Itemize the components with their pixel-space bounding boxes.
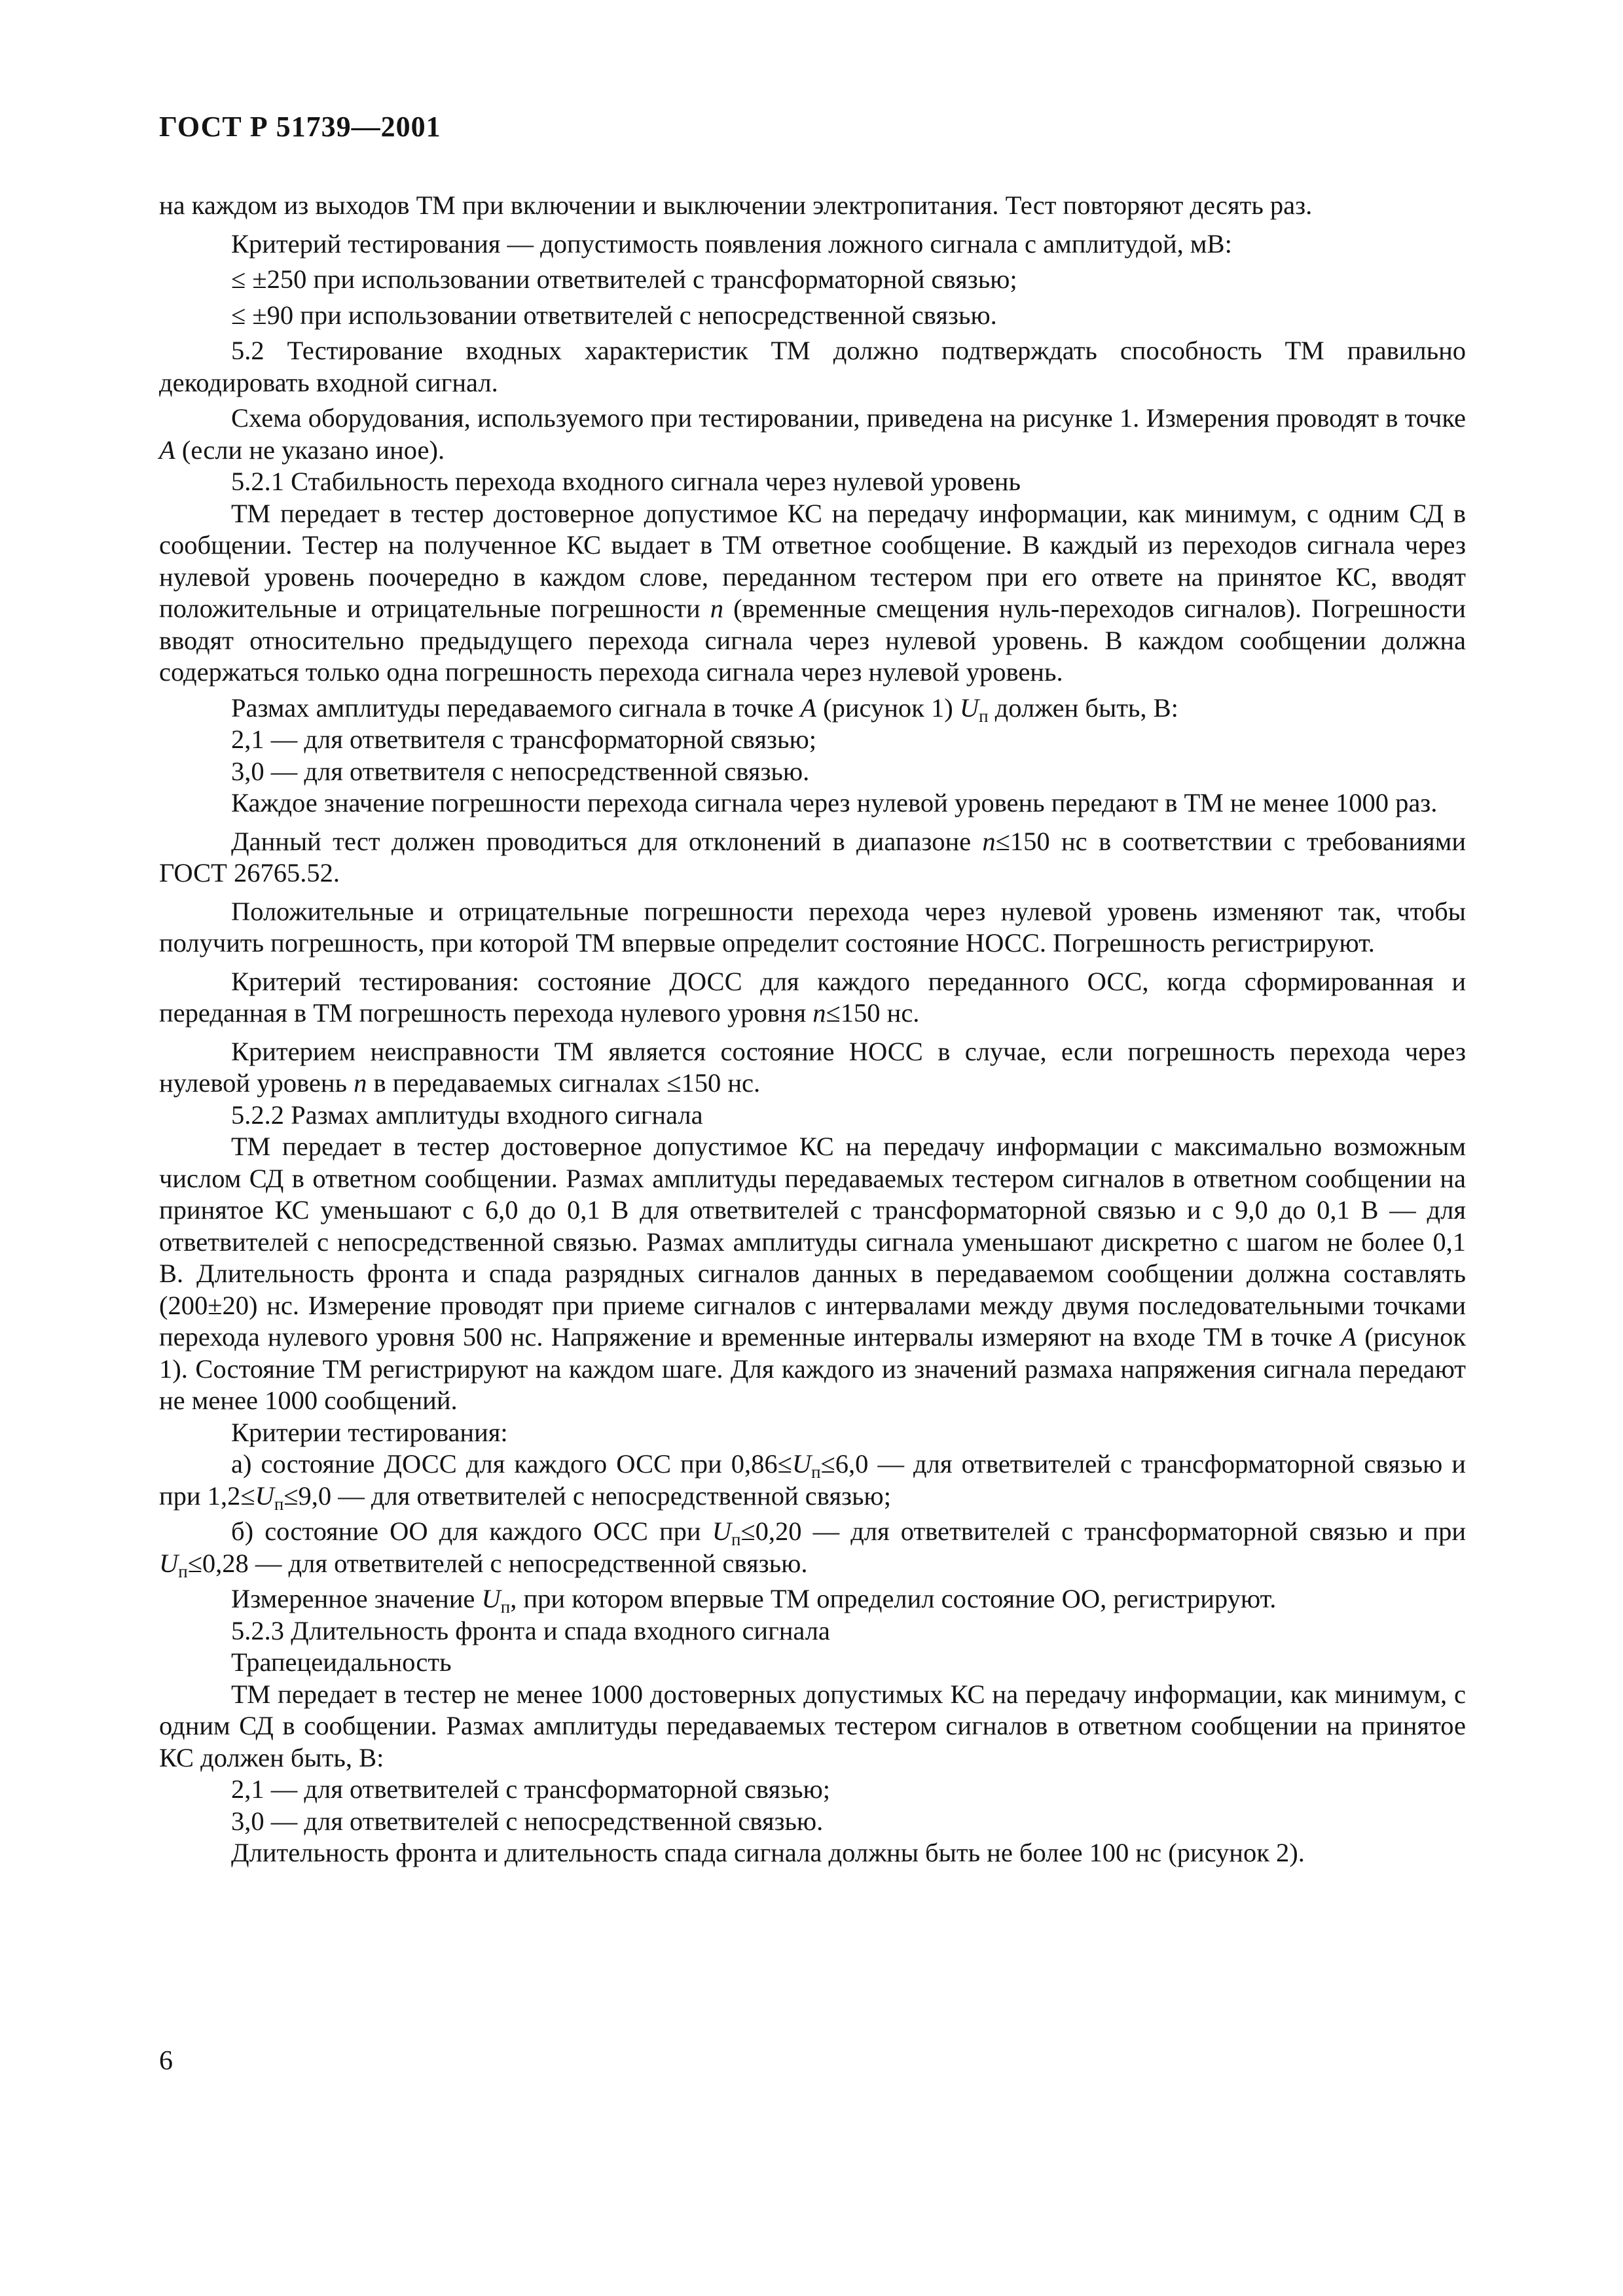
list-item: 2,1 — для ответвителя с трансформаторной связью; xyxy=(231,725,816,754)
list-item: ≤ ±90 при использовании ответвителей с непосредственной связью. xyxy=(231,300,997,330)
list-item: 3,0 — для ответвителей с непосредственной связью. xyxy=(231,1806,824,1836)
section-5-2-paragraph: 5.2 Тестирование входных характеристик ТМ должно подтверждать способность ТМ правильно декодировать входной сигнал. xyxy=(159,336,1466,397)
paragraph: Измеренное значение $U_п$, при котором впервые ТМ определил состояние ОО, регистрируют. xyxy=(231,1584,1277,1617)
section-5-2-2-heading: 5.2.2 Размах амплитуды входного сигнала xyxy=(231,1100,703,1130)
paragraph: ТМ передает в тестер достоверное допустимое КС на передачу информации с максимально возможным числом СД в ответном сообщении. Размах амплитуды передаваемых тестером сигналов в ответном сообщении на принятое КС уменьшают с 6,0 до 0,1 В для ответвителей с трансформаторной связью и с 9,0 до 0,1 В — для ответвителей с непосредственной связью. Размах амплитуды сигнала уменьшают дискретно с шагом не более 0,1 В. Длительность фронта и спада разрядных сигналов данных в передаваемом сообщении должна составлять (200±20) нс. Измерение проводят при приеме сигналов с интервалами между двумя последовательными точками перехода нулевого уровня 500 нс. Напряжение и временные интервалы измеряют на входе ТМ в точке А (рисунок 1). Состояние ТМ регистрируют на каждом шаге. Для каждого из значений размаха напряжения сигнала передают не менее 1000 сообщений. xyxy=(159,1132,1466,1415)
paragraph: ТМ передает в тестер достоверное допустимое КС на передачу информации, как минимум, с одним СД в сообщении. Тестер на полученное КС выдает в ТМ ответное сообщение. В каждый из переходов сигнала через нулевой уровень поочередно в каждом слове, переданном тестером при его ответе на принятое КС, вводят положительные и отрицательные погрешности n (временные смещения нуль-переходов сигналов). Погрешности вводят относительно предыдущего перехода сигнала через нулевой уровень. В каждом сообщении должна содержаться только одна погрешность перехода сигнала через нулевой уровень. xyxy=(159,498,1466,687)
paragraph: Критерий тестирования: состояние ДОСС для каждого переданного ОСС, когда сформированная и переданная в ТМ погрешность перехода нулевого уровня n≤150 нс. xyxy=(159,966,1466,1028)
paragraph: Длительность фронта и длительность спада сигнала должны быть не более 100 нс (рисунок 2). xyxy=(231,1838,1305,1867)
paragraph: на каждом из выходов ТМ при включении и выключении электропитания. Тест повторяют десять раз. xyxy=(159,190,1313,220)
list-item: 3,0 — для ответвителя с непосредственной связью. xyxy=(231,756,810,786)
subheading: Трапецеидальность xyxy=(231,1647,452,1677)
document-body xyxy=(159,190,1466,1869)
paragraph: Данный тест должен проводиться для отклонений в диапазоне n≤150 нс в соответствии с требованиями ГОСТ 26765.52. xyxy=(159,826,1466,888)
paragraph: Размах амплитуды передаваемого сигнала в точке А (рисунок 1) $U_п$ должен быть, В: xyxy=(231,692,1178,726)
section-5-2-3-heading: 5.2.3 Длительность фронта и спада входного сигнала xyxy=(231,1615,830,1645)
list-item: ≤ ±250 при использовании ответвителей с трансформаторной связью; xyxy=(231,264,1017,294)
paragraph: Критерий тестирования — допустимость появления ложного сигнала с амплитудой, мВ: xyxy=(231,228,1232,259)
page-number: 6 xyxy=(159,2046,173,2076)
paragraph: Каждое значение погрешности перехода сигнала через нулевой уровень передают в ТМ не менее 1000 раз. xyxy=(231,788,1438,817)
paragraph: Схема оборудования, используемого при тестировании, приведена на рисунке 1. Измерения проводят в точке А (если не указано иное). xyxy=(159,403,1466,465)
list-item: б) состояние ОО для каждого ОСС при $U_п\le 0,20$ — для ответвителей с трансформаторной связью и при $U_п\le 0,28$ — для ответвителей с непосредственной связью. xyxy=(159,1516,1466,1581)
list-item: а) состояние ДОСС для каждого ОСС при $0,86\le U_п\le 6,0$ — для ответвителей с трансформаторной связью и при $1,2\le U_п\le 9,0$ — для ответвителей с непосредственной связью; xyxy=(159,1449,1466,1514)
paragraph: Положительные и отрицательные погрешности перехода через нулевой уровень изменяют так, чтобы получить погрешность, при которой ТМ впервые определит состояние НОСС. Погрешность регистрируют. xyxy=(159,896,1466,958)
section-5-2-1-heading: 5.2.1 Стабильность перехода входного сигнала через нулевой уровень xyxy=(231,467,1021,496)
list-item: 2,1 — для ответвителей с трансформаторной связью; xyxy=(231,1774,831,1804)
paragraph: Критерии тестирования: xyxy=(231,1417,508,1447)
paragraph: Критерием неисправности ТМ является состояние НОСС в случае, если погрешность перехода через нулевой уровень n в передаваемых сигналах ≤150 нс. xyxy=(159,1036,1466,1098)
paragraph: ТМ передает в тестер не менее 1000 достоверных допустимых КС на передачу информации, как минимум, с одним СД в сообщении. Размах амплитуды передаваемых тестером сигналов в ответном сообщении на принятое КС должен быть, В: xyxy=(159,1679,1466,1772)
standard-header: ГОСТ Р 51739—2001 xyxy=(159,111,441,143)
